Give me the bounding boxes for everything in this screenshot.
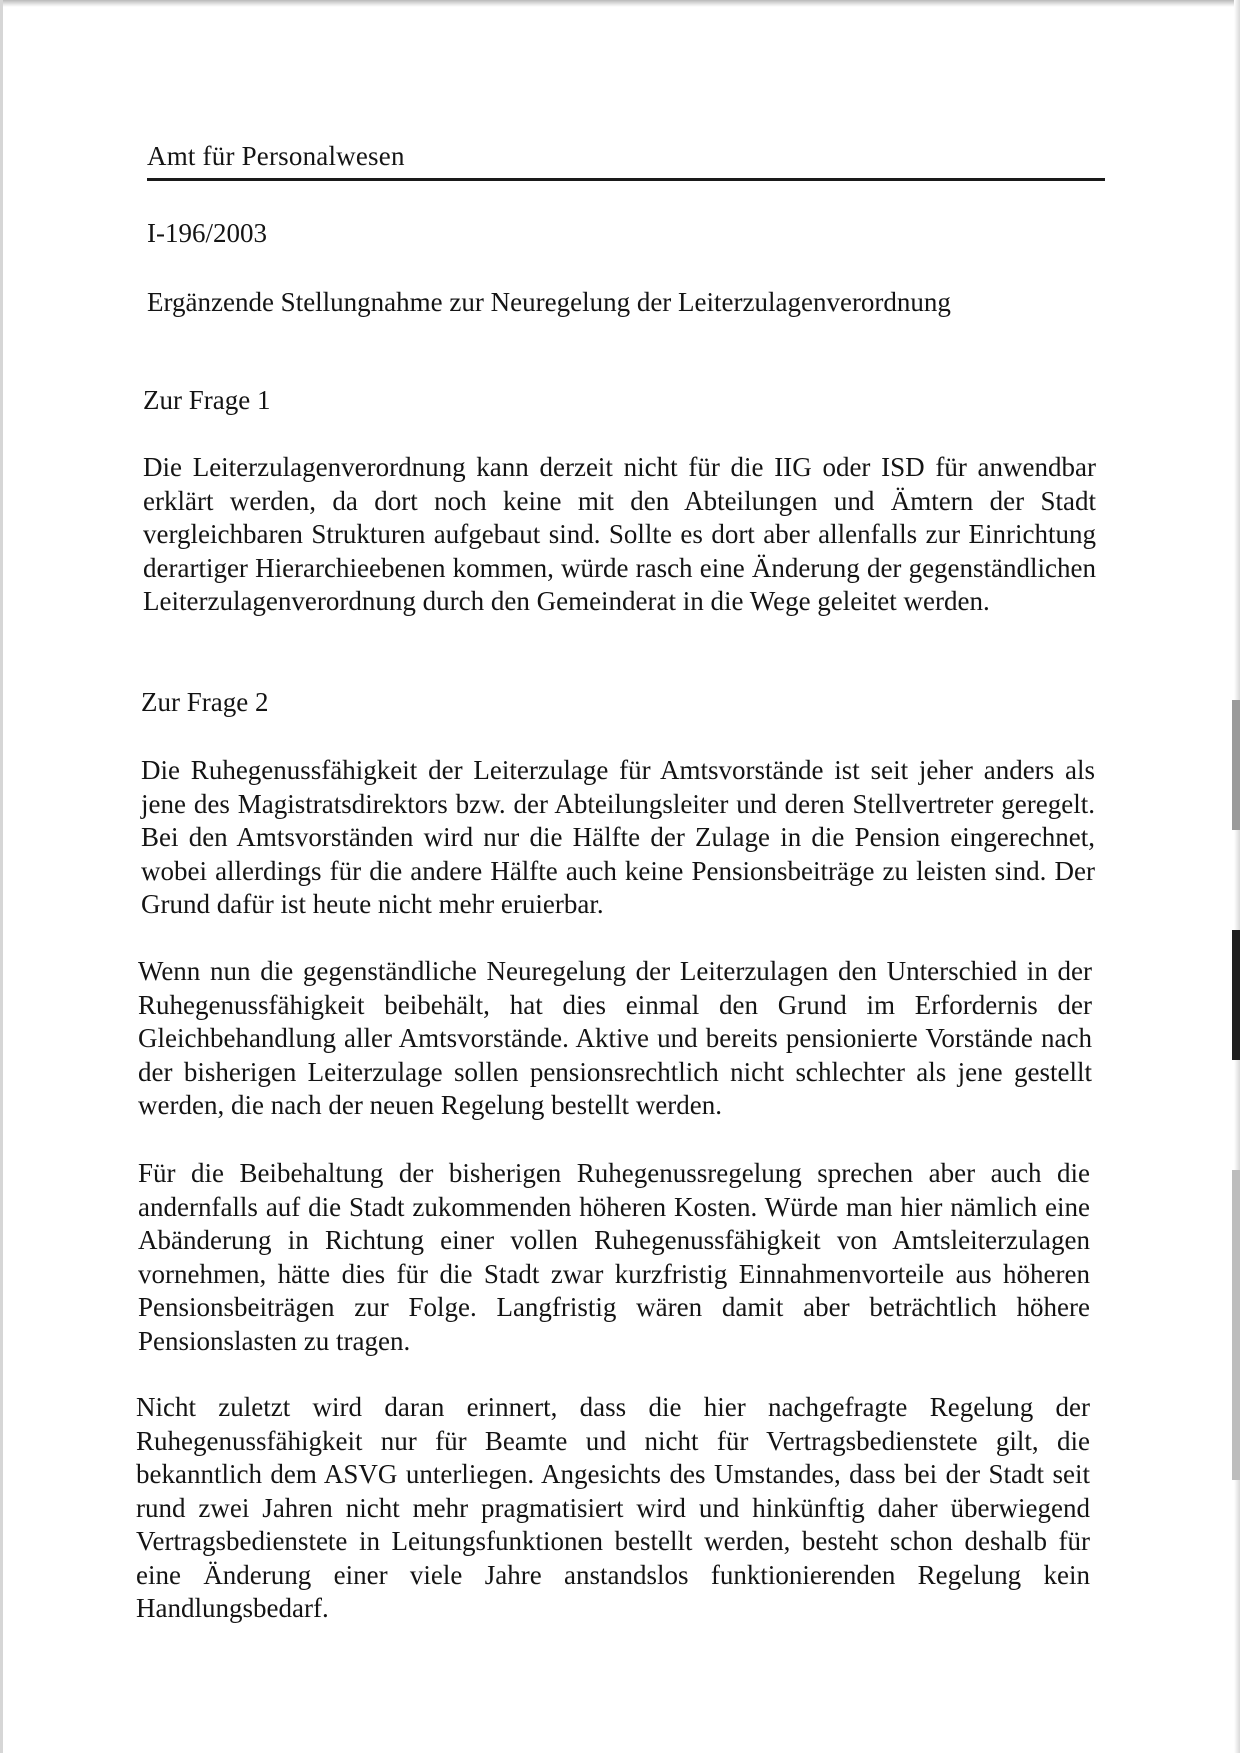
document-subject: Ergänzende Stellungnahme zur Neuregelung der Leiterzulagenverordnung xyxy=(147,287,951,317)
scan-edge-right xyxy=(1234,0,1240,1753)
scan-edge-mark xyxy=(1232,700,1240,830)
section-heading-frage-2: Zur Frage 2 xyxy=(141,687,269,717)
scan-edge-mark xyxy=(1232,930,1240,1060)
section-heading-frage-1: Zur Frage 1 xyxy=(143,385,271,415)
paragraph-frage-1: Die Leiterzulagenverordnung kann derzeit nicht für die IIG oder ISD für anwendbar erklärt werden, da dort noch keine mit den Abteilungen und Ämtern der Stadt vergleichbaren Strukturen aufgebaut sind. Sollte es dort aber allenfalls zur Einrichtung derartiger Hierarchieebenen kommen, würde rasch eine Änderung der gegenständlichen Leiterzulagenverordnung durch den Gemeinderat in die Wege geleitet werden. xyxy=(143,452,1096,616)
paragraph-frage-2-4: Nicht zuletzt wird daran erinnert, dass die hier nachgefragte Regelung der Ruhegenussfähigkeit nur für Beamte und nicht für Vertragsbedienstete gilt, die bekanntlich dem ASVG unterliegen. Angesichts des Umstandes, dass bei der Stadt seit rund zwei Jahren nicht mehr pragmatisiert wird und hinkünftig daher überwiegend Vertragsbedienstete in Leitungsfunktionen bestellt werden, besteht schon deshalb für eine Änderung einer viele Jahre anstandslos funktionierenden Regelung kein Handlungsbedarf. xyxy=(136,1392,1090,1623)
letterhead-rule xyxy=(147,178,1105,181)
reference-number: I-196/2003 xyxy=(147,218,267,248)
paragraph-frage-2-1: Die Ruhegenussfähigkeit der Leiterzulage für Amtsvorstände ist seit jeher anders als jene des Magistratsdirektors bzw. der Abteilungsleiter und deren Stellvertreter geregelt. Bei den Amtsvorständen wird nur die Hälfte der Zulage in die Pension eingerechnet, wobei allerdings für die andere Hälfte auch keine Pensionsbeiträge zu leisten sind. Der Grund dafür ist heute nicht mehr eruierbar. xyxy=(141,755,1095,919)
scan-edge-left xyxy=(0,0,3,1753)
scan-edge-mark xyxy=(1232,1170,1240,1480)
paragraph-frage-2-3: Für die Beibehaltung der bisherigen Ruhegenussregelung sprechen aber auch die andernfalls auf die Stadt zukommenden höheren Kosten. Würde man hier nämlich eine Abänderung in Richtung einer vollen Ruhegenussfähigkeit von Amtsleiterzulagen vornehmen, hätte dies für die Stadt zwar kurzfristig Einnahmenvorteile aus höheren Pensionsbeiträgen zur Folge. Langfristig wären damit aber beträchtlich höhere Pensionslasten zu tragen. xyxy=(138,1158,1090,1356)
paragraph-frage-2-2: Wenn nun die gegenständliche Neuregelung der Leiterzulagen den Unterschied in der Ruhegenussfähigkeit beibehält, hat dies einmal den Grund im Erfordernis der Gleichbehandlung aller Amtsvorstände. Aktive und bereits pensionierte Vorstände nach der bisherigen Leiterzulage sollen pensionsrechtlich nicht schlechter als jene gestellt werden, die nach der neuen Regelung bestellt werden. xyxy=(138,956,1092,1120)
letterhead-department: Amt für Personalwesen xyxy=(147,141,405,171)
scan-edge-top xyxy=(0,0,1240,7)
